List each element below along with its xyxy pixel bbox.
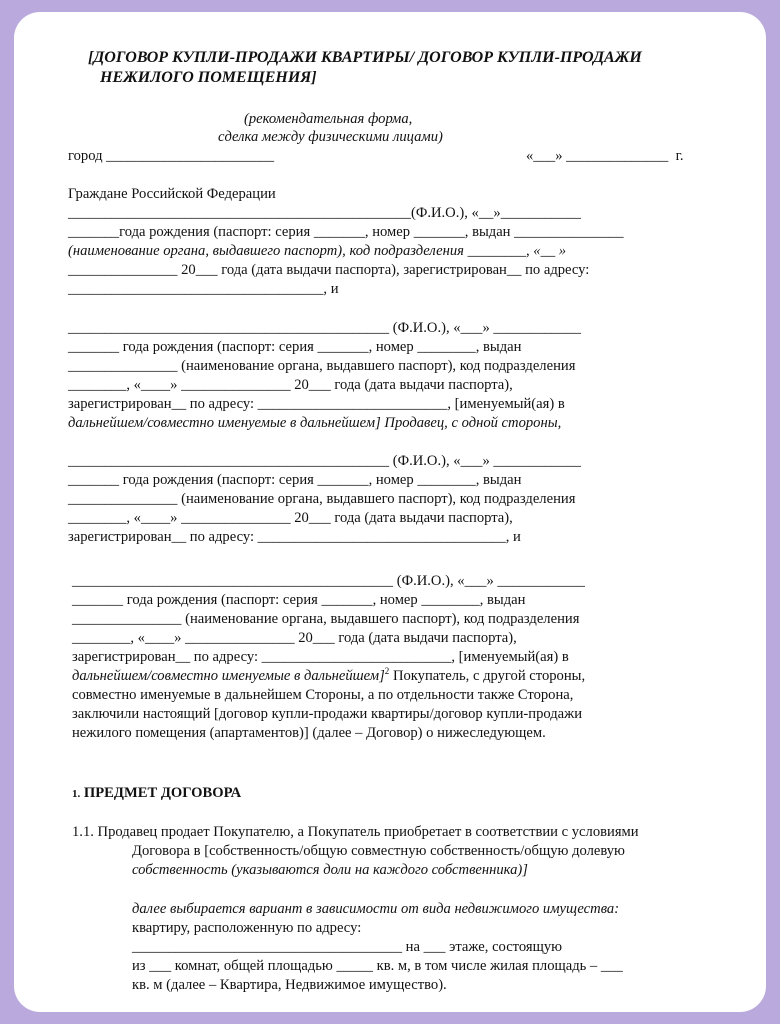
clause-1-1-line5: квартиру, расположенную по адресу:: [132, 920, 362, 936]
clause-1-1-line1: 1.1. Продавец продает Покупателю, а Покупатель приобретает в соответствии с условиями: [72, 824, 639, 840]
party2-line5: зарегистрирован__ по адресу: __________________________, [именуемый(ая) в: [68, 396, 565, 412]
section1-title: ПРЕДМЕТ ДОГОВОРА: [83, 785, 242, 801]
party2-line2: _______ года рождения (паспорт: серия _______, номер ________, выдан: [68, 339, 522, 355]
document-title-line1: [ДОГОВОР КУПЛИ-ПРОДАЖИ КВАРТИРЫ/ ДОГОВОР КУПЛИ-ПРОДАЖИ: [88, 49, 642, 66]
clause-1-1-line3: собственность (указываются доли на каждого собственника)]: [132, 862, 528, 878]
party3-line4: ________, «____» _______________ 20___ года (дата выдачи паспорта),: [68, 510, 513, 526]
clause-1-1-line2: Договора в [собственность/общую совместную собственность/общую долевую: [132, 843, 625, 859]
date-line: «___» ______________ г.: [526, 148, 684, 164]
city-line: город _______________________: [68, 148, 274, 164]
party3-line3: _______________ (наименование органа, выдавшего паспорт), код подразделения: [68, 491, 576, 507]
footnote-marker: 2: [384, 666, 390, 677]
party2-line4: ________, «____» _______________ 20___ года (дата выдачи паспорта),: [68, 377, 513, 393]
clause-1-1-line6: _____________________________________ на ___ этаже, состоящую: [132, 939, 563, 955]
party4-line3: _______________ (наименование органа, выдавшего паспорт), код подразделения: [72, 611, 580, 627]
subtitle-line1: (рекомендательная форма,: [244, 111, 413, 127]
document-title-line2: НЕЖИЛОГО ПОМЕЩЕНИЯ]: [100, 69, 317, 86]
party4-italic: дальнейшем/совместно именуемые в дальнейшем]: [72, 668, 385, 684]
clause-1-1-line4: далее выбирается вариант в зависимости от вида недвижимого имущества:: [132, 901, 620, 917]
party4-line7: совместно именуемые в дальнейшем Стороны, а по отдельности также Сторона,: [72, 687, 574, 703]
party1-line2: _______года рождения (паспорт: серия _______, номер _______, выдан _______________: [68, 224, 624, 240]
section1-heading: [72, 785, 241, 803]
party4-line4: ________, «____» _______________ 20___ года (дата выдачи паспорта),: [72, 630, 517, 646]
party1-line4: _______________ 20___ года (дата выдачи паспорта), зарегистрирован__ по адресу:: [68, 262, 590, 278]
party3-line5: зарегистрирован__ по адресу: __________________________________, и: [68, 529, 521, 545]
document-page: [14, 12, 766, 1012]
party2-line1: ____________________________________________ (Ф.И.О.), «___» ____________: [68, 320, 581, 336]
party4-rest: Покупатель, с другой стороны,: [389, 668, 586, 684]
party2-line3: _______________ (наименование органа, выдавшего паспорт), код подразделения: [68, 358, 576, 374]
party1-text: _______________________________________________(Ф.И.О.), «__»___________: [68, 205, 581, 221]
party4-line9: нежилого помещения (апартаментов)] (далее – Договор) о нижеследующем.: [72, 725, 546, 741]
party4-line6: [72, 668, 585, 685]
party4-line5: зарегистрирован__ по адресу: __________________________, [именуемый(ая) в: [72, 649, 569, 665]
party4-line2: _______ года рождения (паспорт: серия _______, номер ________, выдан: [72, 592, 526, 608]
party3-line1: ____________________________________________ (Ф.И.О.), «___» ____________: [68, 453, 581, 469]
citizens-heading: Граждане Российской Федерации: [68, 186, 276, 202]
party1-line1: [68, 205, 581, 222]
party4-line1: ____________________________________________ (Ф.И.О.), «___» ____________: [72, 573, 585, 589]
section1-number: 1.: [72, 788, 81, 800]
party2-line6: дальнейшем/совместно именуемые в дальнейшем] Продавец, с одной стороны,: [68, 415, 562, 431]
party3-line2: _______ года рождения (паспорт: серия _______, номер ________, выдан: [68, 472, 522, 488]
party1-line3: (наименование органа, выдавшего паспорт), код подразделения ________, «__ »: [68, 243, 567, 259]
party1-line5: ___________________________________, и: [68, 281, 339, 297]
clause-1-1-line8: кв. м (далее – Квартира, Недвижимое имущество).: [132, 977, 447, 993]
clause-1-1-line7: из ___ комнат, общей площадью _____ кв. м, в том числе жилая площадь – ___: [132, 958, 623, 974]
party4-line8: заключили настоящий [договор купли-продажи квартиры/договор купли-продажи: [72, 706, 583, 722]
subtitle-line2: сделка между физическими лицами): [218, 129, 443, 145]
